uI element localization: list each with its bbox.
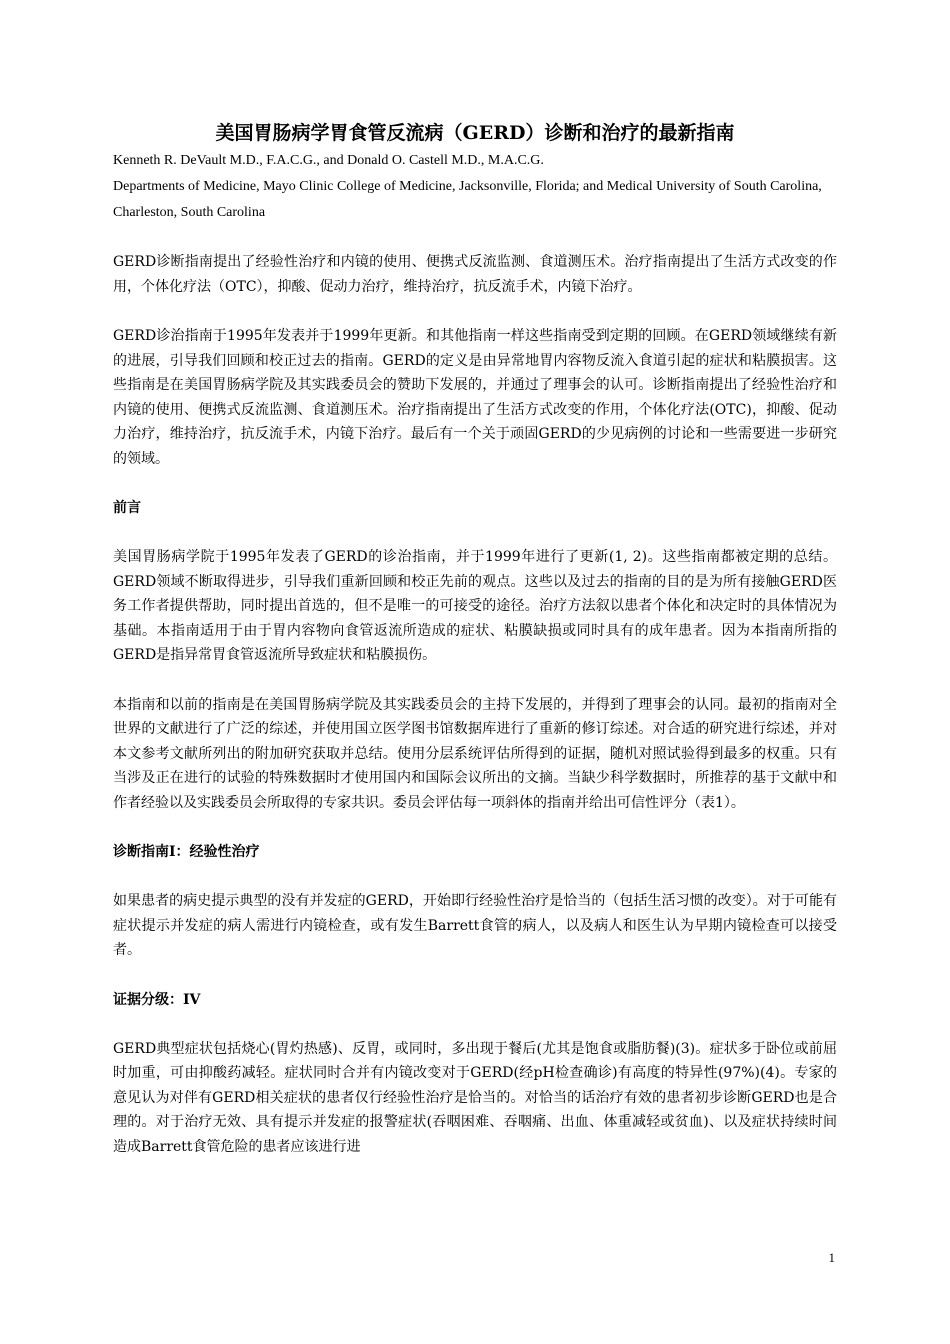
diagnosis-1-paragraph: 如果患者的病史提示典型的没有并发症的GERD，开始即行经验性治疗是恰当的（包括生活习惯的改变）。对于可能有症状提示并发症的病人需进行内镜检查，或有发生Barrett食管的病人，以及病人和医生认为早期内镜检查可以接受者。: [113, 893, 837, 958]
spacer: [113, 815, 837, 840]
preface-paragraph-1: 美国胃肠病学院于1995年发表了GERD的诊治指南，并于1999年进行了更新(1, 2)。这些指南都被定期的总结。GERD领域不断取得进步，引导我们重新回顾和校正先前的观点。这些以及过去的指南的目的是为所有接触GERD医务工作者提供帮助，同时提出首选的，但不是唯一的可接受的途径。治疗方法叙以患者个体化和决定时的具体情况为基础。本指南适用于由于胃内容物向食管返流所造成的症状、粘膜缺损或同时具有的成年患者。因为本指南所指的GERD是指异常胃食管返流所导致症状和粘膜损伤。: [113, 549, 837, 663]
spacer: [113, 471, 837, 496]
spacer: [113, 226, 837, 250]
spacer: [113, 1012, 837, 1037]
page-content: [113, 118, 837, 1159]
abstract-paragraph-1: GERD诊断指南提出了经验性治疗和内镜的使用、便携式反流监测、食道测压术。治疗指南提出了生活方式改变的作用，个体化疗法（OTC），抑酸、促动力治疗，维持治疗，抗反流手术，内镜下治疗。: [113, 254, 837, 295]
preface-paragraph-2: 本指南和以前的指南是在美国胃肠病学院及其实践委员会的主持下发展的，并得到了理事会的认同。最初的指南对全世界的文献进行了广泛的综述，并使用国立医学图书馆数据库进行了重新的修订综述。对合适的研究进行综述，并对本文参考文献所列出的附加研究获取并总结。使用分层系统评估所得到的证据，随机对照试验得到最多的权重。只有当涉及正在进行的试验的特殊数据时才使用国内和国际会议所出的文摘。当缺少科学数据时，所推荐的基于文献中和作者经验以及实践委员会所取得的专家共识。委员会评估每一项斜体的指南并给出可信性评分（表1）。: [113, 696, 837, 811]
section-heading-evidence: 证据分级：IV: [113, 991, 201, 1008]
page-number: 1: [828, 1250, 835, 1265]
spacer: [113, 520, 837, 545]
author-line: Kenneth R. DeVault M.D., F.A.C.G., and Donald O. Castell M.D., M.A.C.G.: [113, 153, 544, 168]
document-title: 美国胃肠病学胃食管反流病（GERD）诊断和治疗的最新指南: [215, 122, 735, 144]
affiliation-line: Departments of Medicine, Mayo Clinic College of Medicine, Jacksonville, Florida; and Medical University of South Carolina, Charleston, South Carolina: [113, 179, 822, 220]
abstract-paragraph-2: GERD诊治指南于1995年发表并于1999年更新。和其他指南一样这些指南受到定期的回顾。在GERD领域继续有新的进展，引导我们回顾和校正过去的指南。GERD的定义是由异常地胃内容物反流入食道引起的症状和粘膜损害。这些指南是在美国胃肠病学院及其实践委员会的赞助下发展的，并通过了理事会的认可。诊断指南提出了经验性治疗和内镜的使用、便携式反流监测、食道测压术。治疗指南提出了生活方式改变的作用，个体化疗法(OTC)，抑酸、促动力治疗，维持治疗，抗反流手术，内镜下治疗。最后有一个关于顽固GERD的少见病例的讨论和一些需要进一步研究的领域。: [113, 328, 837, 467]
section-heading-diagnosis-1: 诊断指南I：经验性治疗: [113, 844, 260, 860]
spacer: [113, 963, 837, 988]
spacer: [113, 864, 837, 889]
section-heading-preface: 前言: [113, 500, 141, 516]
spacer: [113, 668, 837, 693]
spacer: [113, 299, 837, 324]
evidence-paragraph: GERD典型症状包括烧心(胃灼热感)、反胃，或同时，多出现于餐后(尤其是饱食或脂肪餐)(3)。症状多于卧位或前屈时加重，可由抑酸药减轻。症状同时合并有内镜改变对于GERD(经pH检查确诊)有高度的特异性(97%)(4)。专家的意见认为对伴有GERD相关症状的患者仅行经验性治疗是恰当的。对恰当的话治疗有效的患者初步诊断GERD也是合理的。对于治疗无效、具有提示并发症的报警症状(吞咽困难、吞咽痛、出血、体重减轻或贫血)、以及症状持续时间造成Barrett食管危险的患者应该进行进: [113, 1040, 837, 1155]
